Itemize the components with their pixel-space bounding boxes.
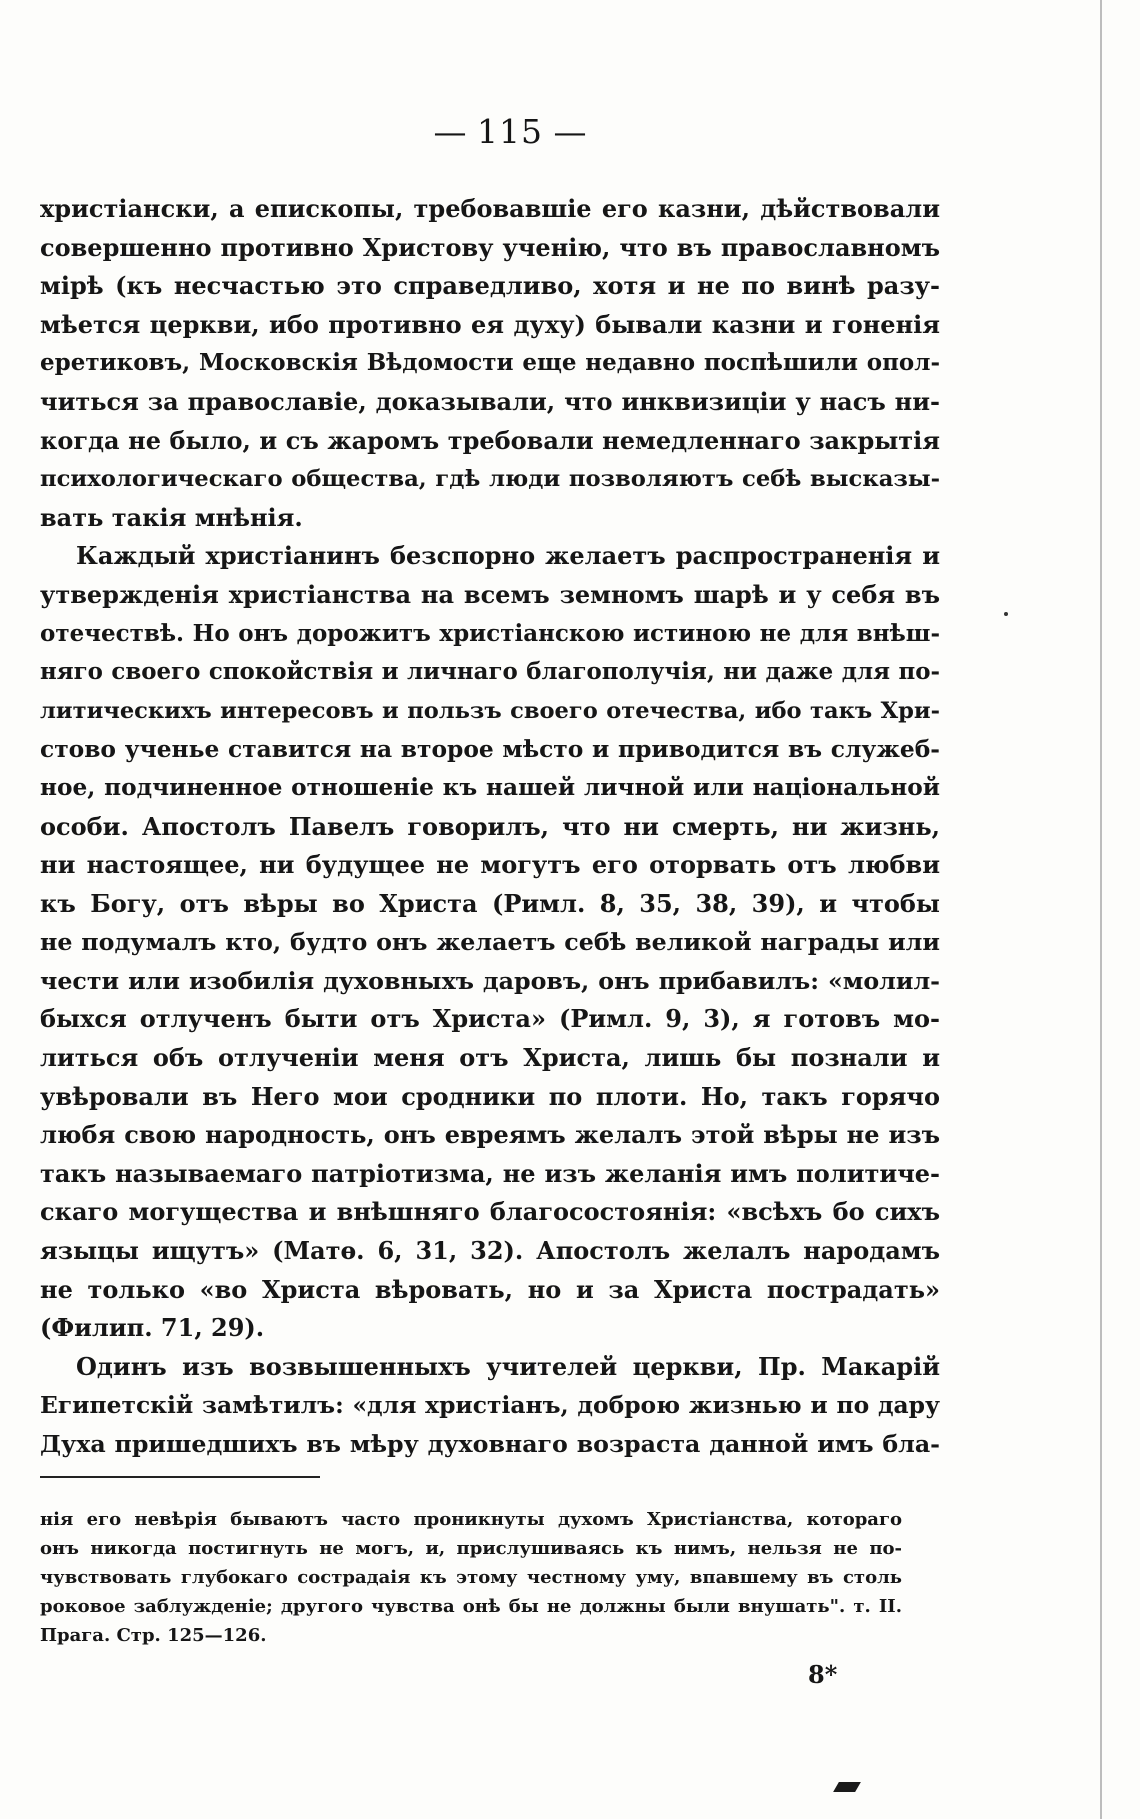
text-line: мѣется церкви, ибо противно ея духу) бывали казни и гоненія [40,309,940,339]
text-line: такъ называемаго патріотизма, не изъ желанія имъ политиче- [40,1158,940,1188]
text-line: увѣровали въ Него мои сродники по плоти. Но, такъ горячо [40,1081,940,1111]
text-line: ни настоящее, ни будущее не могутъ его оторвать отъ любви [40,850,940,880]
footnote-line: чувствовать глубокаго сострадаія къ этому честному уму, впавшему въ столь [40,1567,902,1588]
text-line: быхся отлученъ быти отъ Христа» (Римл. 9, 3), я готовъ мо- [40,1004,940,1034]
text-line: Египетскій замѣтилъ: «для христіанъ, доброю жизнью и по дару [40,1391,940,1420]
text-line: литься объ отлученіи меня отъ Христа, лишь бы познали и [40,1043,940,1073]
text-line: няго своего спокойствія и личнаго благополучія, ни даже для по- [40,659,940,686]
text-line: еретиковъ, Московскія Вѣдомости еще недавно поспѣшили опол- [40,349,940,377]
text-line: особи. Апостолъ Павелъ говорилъ, что ни смерть, ни жизнь, [40,811,940,841]
text-line: скаго могущества и внѣшняго благосостоянія: «всѣхъ бо сихъ [40,1197,940,1227]
text-line: языцы ищутъ» (Матѳ. 6, 31, 32). Апостолъ желалъ народамъ [40,1236,940,1266]
footnote [40,1505,902,1650]
text-line: утвержденія христіанства на всемъ земномъ шарѣ и у себя въ [40,579,940,609]
footnote-line: роковое заблужденіе; другого чувства онѣ бы не должны были внушать". т. II. [40,1596,902,1617]
scan-corner-mark [833,1782,861,1792]
paragraph-start-line: Одинъ изъ возвышенныхъ учителей церкви, Пр. Макарій [76,1351,940,1381]
page-number-dash-right: — [543,112,587,151]
page-edge-line [1100,0,1102,1819]
footnote-line: нія его невѣрія бываютъ часто проникнуты духомъ Христіанства, котораго [40,1509,902,1530]
text-line: любя свою народность, онъ евреямъ желалъ этой вѣры не изъ [40,1120,940,1150]
text-line: не подумалъ кто, будто онъ желаетъ себѣ великой награды или [40,928,940,957]
body-text [40,190,940,1464]
text-line: психологическаго общества, гдѣ люди позволяютъ себѣ высказы- [40,466,940,493]
text-line: когда не было, и съ жаромъ требовали немедленнаго закрытія [40,425,940,455]
footnote-line: онъ никогда постигнуть не могъ, и, прислушиваясь къ нимъ, нельзя не по- [40,1538,902,1559]
text-line: стово ученье ставится на второе мѣсто и приводится въ служеб- [40,735,940,764]
page-number-dash-left: — [433,112,477,151]
footnote-divider [40,1476,320,1478]
text-line: христіански, а епископы, требовавшіе его казни, дѣйствовали [40,194,940,223]
text-line: Духа пришедшихъ въ мѣру духовнаго возраста данной имъ бла- [40,1430,940,1458]
text-line: литическихъ интересовъ и пользъ своего отечества, ибо такъ Хри- [40,697,940,724]
text-line: совершенно противно Христову ученію, что въ православномъ [40,232,940,262]
text-line: мірѣ (къ несчастью это справедливо, хотя и не по винѣ разу- [40,271,940,301]
signature-mark: 8* [808,1660,838,1689]
footnote-line: Прага. Стр. 125—126. [40,1625,267,1646]
text-line: вать такія мнѣнія. [40,502,303,532]
text-line: ное, подчиненное отношеніе къ нашей личной или національной [40,773,940,801]
page-number-value: 115 [477,112,543,151]
page-number [0,112,1020,151]
text-line: не только «во Христа вѣровать, но и за Христа пострадать» [40,1274,940,1304]
paragraph-start-line: Каждый христіанинъ безспорно желаетъ распространенія и [76,541,940,571]
text-line: читься за православіе, доказывали, что инквизиціи у насъ ни- [40,386,940,416]
text-line: отечествѣ. Но онъ дорожитъ христіанскою истиною не для внѣш- [40,619,940,647]
text-line: къ Богу, отъ вѣры во Христа (Римл. 8, 35, 38, 39), и чтобы [40,888,940,918]
scan-speck [1004,612,1008,616]
text-line: чести или изобилія духовныхъ даровъ, онъ прибавилъ: «молил- [40,966,940,995]
text-line: (Филип. 71, 29). [40,1313,265,1343]
